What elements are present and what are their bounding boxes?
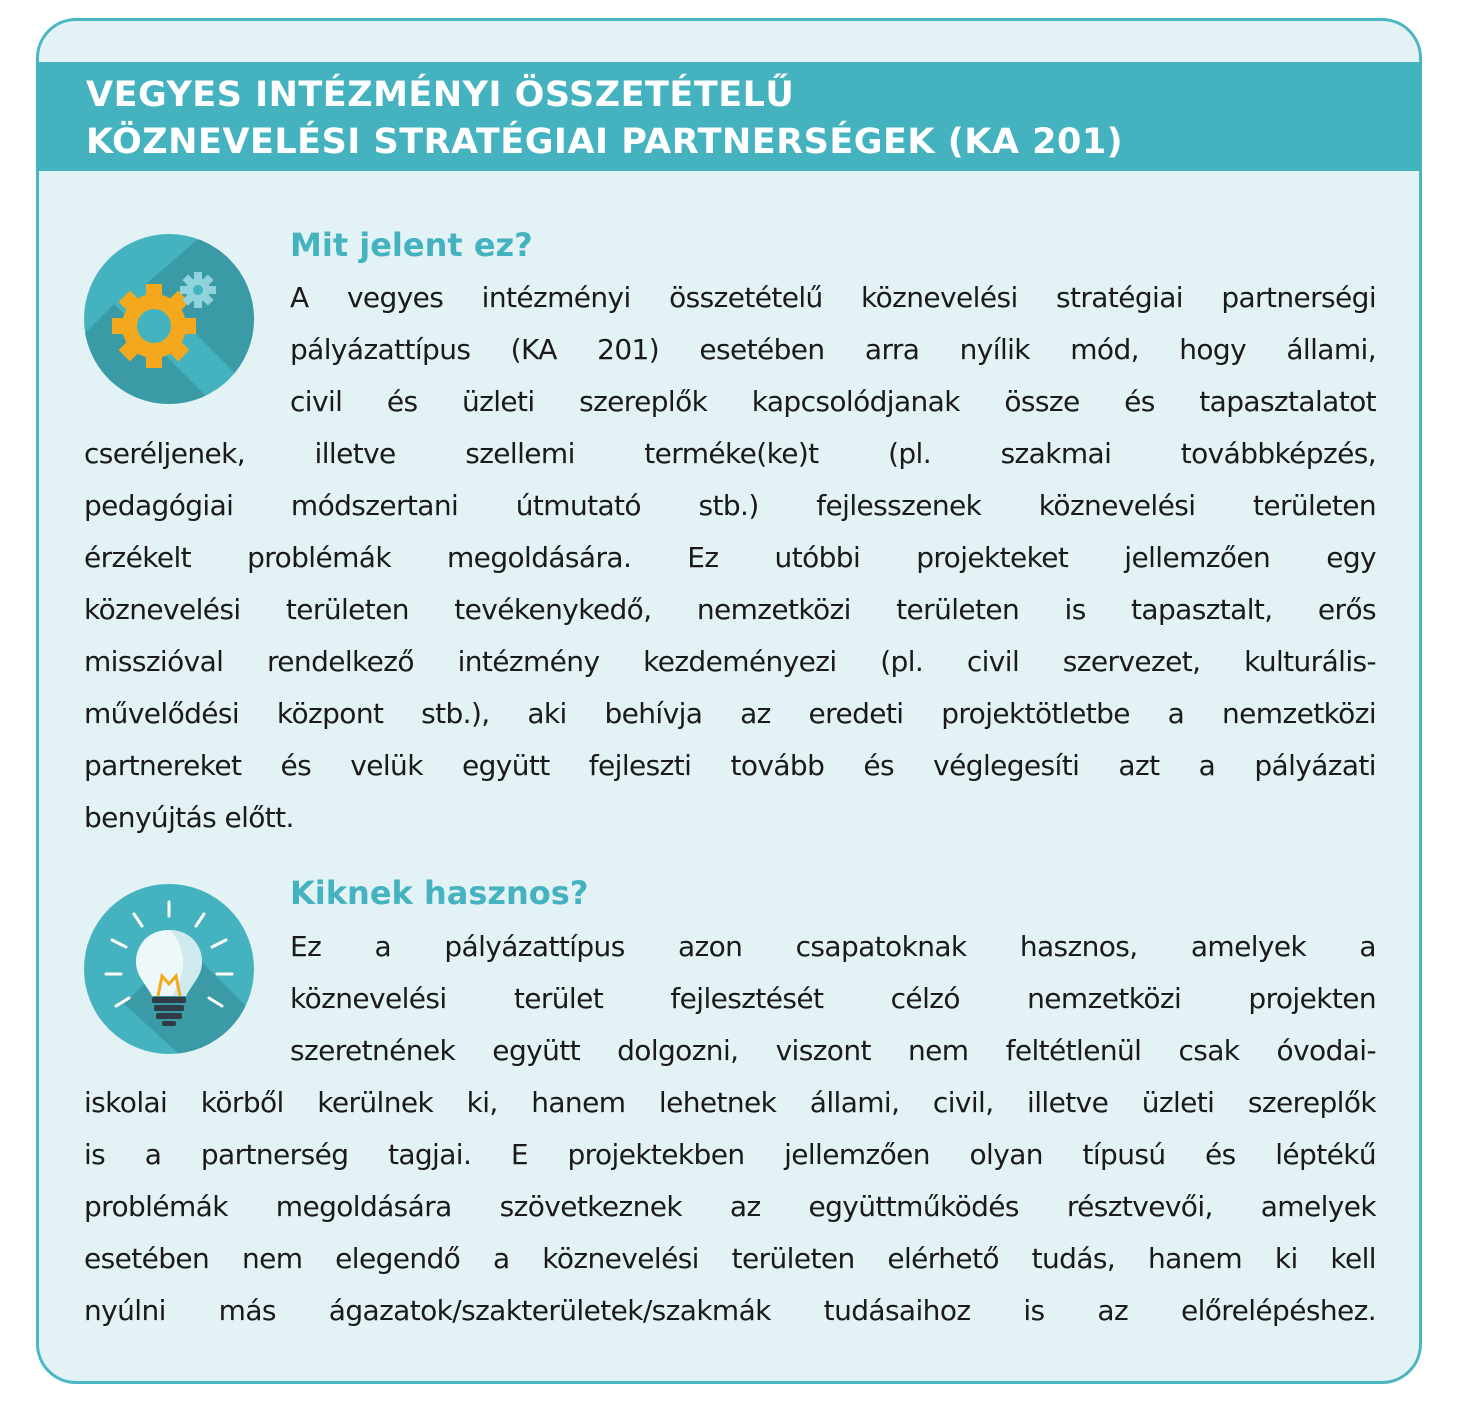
paragraph-line: Ez a pályázattípus azon csapatoknak hasznos, amelyek a — [290, 930, 1376, 963]
paragraph-line: misszióval rendelkező intézmény kezdeményezi (pl. civil szervezet, kulturális- — [84, 645, 1376, 678]
paragraph-line: iskolai körből kerülnek ki, hanem lehetnek állami, civil, illetve üzleti szereplők — [84, 1086, 1376, 1119]
paragraph-line: problémák megoldására szövetkeznek az együttműködés résztvevői, amelyek — [84, 1190, 1376, 1223]
section-title-mit-jelent: Mit jelent ez? — [290, 226, 533, 264]
paragraph-line: művelődési központ stb.), aki behívja az eredeti projektötletbe a nemzetközi — [84, 697, 1376, 730]
paragraph-line: A vegyes intézményi összetételű köznevelési stratégiai partnerségi — [290, 281, 1376, 314]
paragraph-line: is a partnerség tagjai. E projektekben jellemzően olyan típusú és léptékű — [84, 1138, 1376, 1171]
paragraph-line: pedagógiai módszertani útmutató stb.) fejlesszenek köznevelési területen — [84, 489, 1376, 522]
paragraph-line: köznevelési területen tevékenykedő, nemzetközi területen is tapasztalt, erős — [84, 593, 1376, 626]
gears-icon — [84, 234, 254, 404]
paragraph-line: pályázattípus (KA 201) esetében arra nyílik mód, hogy állami, — [290, 333, 1376, 366]
paragraph-line: nyúlni más ágazatok/szakterületek/szakmák tudásaihoz is az előrelépéshez. — [84, 1294, 1376, 1327]
paragraph-line: benyújtás előtt. — [84, 801, 294, 834]
page-title — [86, 72, 1123, 166]
section-title-kiknek-hasznos: Kiknek hasznos? — [290, 874, 589, 912]
paragraph-line: partnereket és velük együtt fejleszti tovább és véglegesíti azt a pályázati — [84, 749, 1376, 782]
paragraph-line: cseréljenek, illetve szellemi terméke(ke)t (pl. szakmai továbbképzés, — [84, 437, 1376, 470]
lightbulb-icon — [84, 884, 254, 1054]
paragraph-line: szeretnének együtt dolgozni, viszont nem feltétlenül csak óvodai- — [290, 1034, 1376, 1067]
page-title-line-2: KÖZNEVELÉSI STRATÉGIAI PARTNERSÉGEK (KA 201) — [86, 122, 1124, 162]
paragraph-line: érzékelt problémák megoldására. Ez utóbbi projekteket jellemzően egy — [84, 541, 1376, 574]
paragraph-line: civil és üzleti szereplők kapcsolódjanak össze és tapasztalatot — [290, 385, 1376, 418]
paragraph-line: köznevelési terület fejlesztését célzó nemzetközi projekten — [290, 982, 1376, 1015]
paragraph-line: esetében nem elegendő a köznevelési területen elérhető tudás, hanem ki kell — [84, 1242, 1376, 1275]
page-title-line-1: VEGYES INTÉZMÉNYI ÖSSZETÉTELŰ — [86, 75, 795, 115]
